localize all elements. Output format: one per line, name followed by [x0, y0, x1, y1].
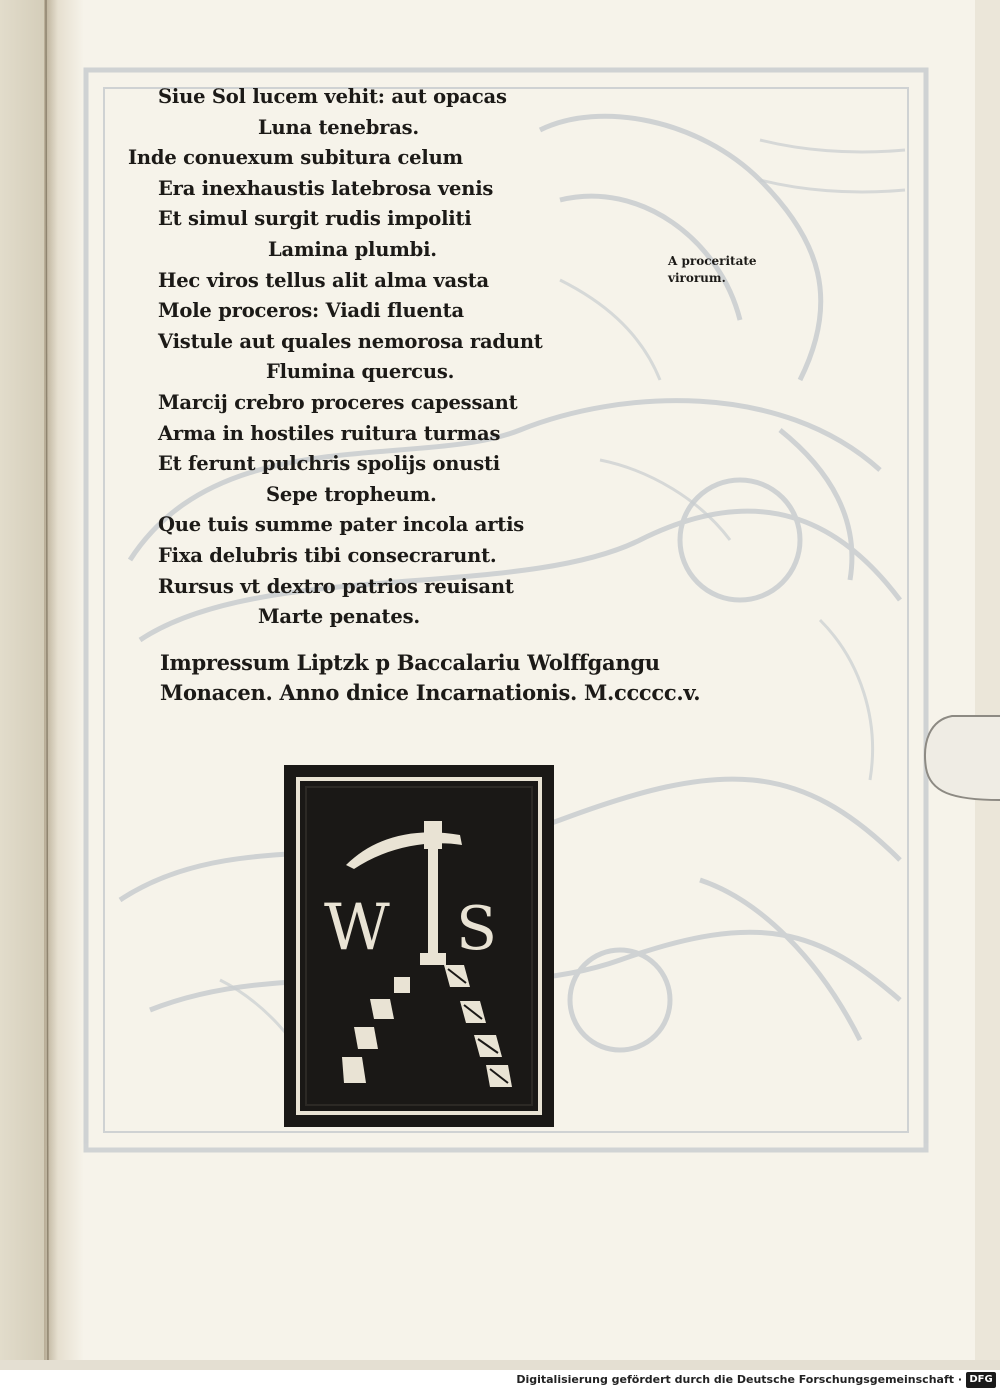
- verse-line: Sepe tropheum.: [266, 482, 437, 506]
- page-tab: [922, 712, 1000, 804]
- verse-line: Flumina quercus.: [266, 360, 455, 384]
- verse-line: Rursus vt dextro patrios reuisant: [158, 574, 514, 598]
- verse-line: Hec viros tellus alit alma vasta: [158, 268, 489, 292]
- marginal-note-line: A proceritate: [668, 254, 757, 268]
- footer-bar: [0, 1370, 1000, 1391]
- verse-line: Marte penates.: [258, 605, 420, 629]
- verse-line: Inde conuexum subitura celum: [128, 146, 463, 170]
- device-letter-w: W: [324, 891, 390, 965]
- verse-line: Luna tenebras.: [258, 115, 419, 139]
- verse-line: Siue Sol lucem vehit: aut opacas: [158, 85, 507, 108]
- printer-device-woodcut: [284, 765, 554, 1127]
- verse-line: Marcij crebro proceres capessant: [158, 390, 518, 414]
- verse-line: Et simul surgit rudis impoliti: [158, 207, 472, 231]
- device-letter-s: S: [456, 894, 498, 964]
- verse-line: Vistule aut quales nemorosa radunt: [158, 329, 543, 353]
- verse-line: Lamina plumbi.: [268, 237, 437, 261]
- verse-line: Et ferunt pulchris spolijs onusti: [158, 452, 501, 476]
- marginal-note: [668, 253, 778, 287]
- dfg-logo: DFG: [966, 1372, 996, 1388]
- verse-line: Mole proceros: Viadi fluenta: [158, 299, 464, 323]
- verse-line: Que tuis summe pater incola artis: [158, 513, 525, 537]
- verse-line: Fixa delubris tibi consecrarunt.: [158, 543, 497, 567]
- colophon: [160, 648, 701, 708]
- colophon-line: Impressum Liptzk p Baccalariu Wolffgangu: [160, 650, 660, 675]
- funding-credit: Digitalisierung gefördert durch die Deutsche Forschungsgemeinschaft ·: [516, 1373, 962, 1386]
- verse-line: Arma in hostiles ruitura turmas: [158, 421, 501, 445]
- poem-text: [128, 82, 568, 633]
- verse-line: Era inexhaustis latebrosa venis: [158, 176, 494, 200]
- marginal-note-line: virorum.: [668, 271, 726, 285]
- colophon-line: Monacen. Anno dnice Incarnationis. M.ccccc.v.: [160, 680, 701, 705]
